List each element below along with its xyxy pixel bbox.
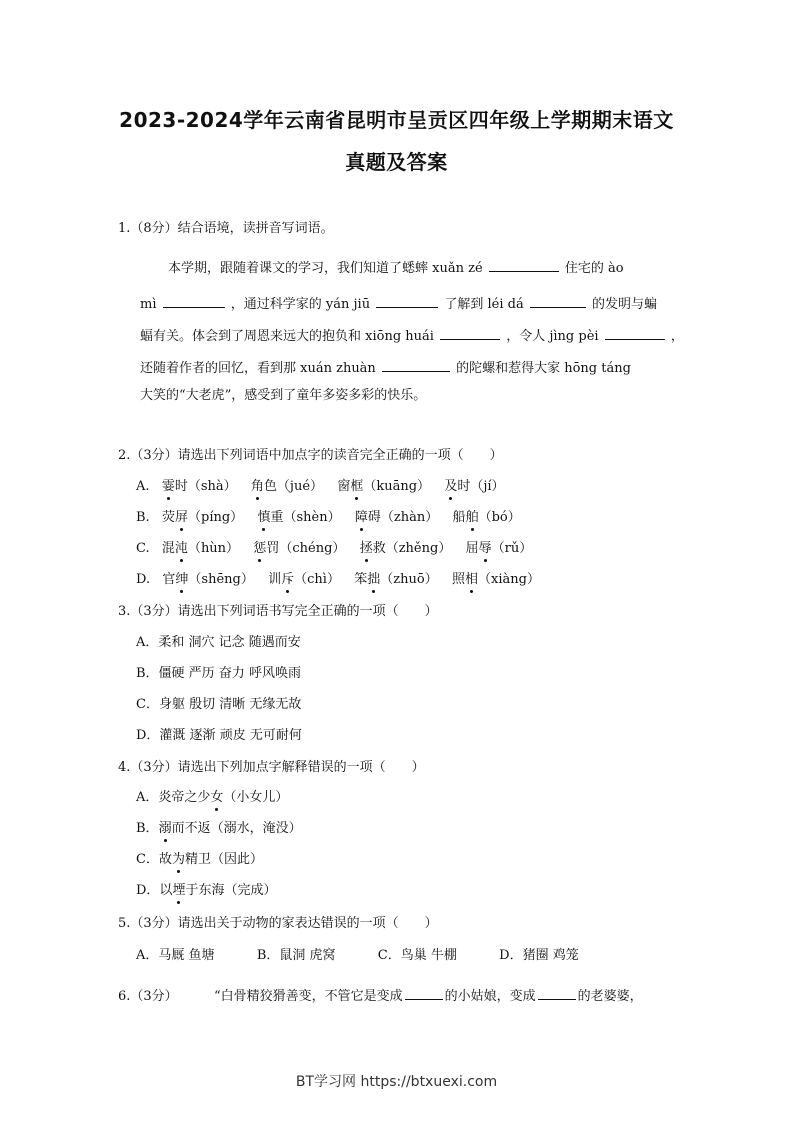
q1-text: ，令人 jìng pèi — [506, 329, 599, 344]
dotted-char: 为 — [171, 852, 185, 867]
q1-text: 了解到 léi dá — [444, 297, 524, 312]
dotted-char: 沌 — [174, 541, 188, 556]
q3-option-d: D．灌溉 逐渐 顽皮 无可耐何 — [136, 728, 302, 743]
q1-text: 还随着作者的回忆，看到那 xuán zhuàn — [140, 361, 376, 376]
q1-paragraph-line4 — [140, 357, 631, 377]
dotted-char: 斥 — [281, 572, 295, 587]
answer-blank[interactable] — [376, 293, 438, 308]
dotted-char: 惩 — [253, 541, 267, 556]
dotted-char: 霎 — [161, 479, 175, 494]
q1-text: ，通过科学家的 yán jiū — [230, 297, 371, 312]
q1-text: 蝠有关。体会到了周恩来远大的抱负和 xiōng huái — [140, 329, 434, 344]
dotted-char: 女 — [210, 790, 224, 805]
dotted-char: 辱 — [478, 541, 492, 556]
q1-paragraph-line5: 大笑的“大老虎”，感受到了童年多姿多彩的快乐。 — [140, 388, 427, 403]
q4-option-c: C．故为精卫（因此） — [136, 852, 263, 867]
dotted-char: 溺 — [158, 821, 172, 836]
q1-paragraph-line3 — [140, 325, 684, 345]
q1-paragraph-line2 — [140, 293, 657, 313]
dotted-char: 及 — [444, 479, 458, 494]
dotted-char: 相 — [465, 572, 479, 587]
answer-blank[interactable] — [382, 357, 450, 372]
q2-option-a: A. 霎时（shà） 角色（jué） 窗框（kuāng） 及时（jí） — [136, 479, 505, 494]
dotted-char: 舶 — [465, 510, 479, 525]
q5-option-d: D．猪圈 鸡笼 — [499, 948, 579, 963]
q1-paragraph-line1 — [168, 257, 624, 277]
q2-option-d: D. 官绅（shēng） 训斥（chì） 笨拙（zhuō） 照相（xiàng） — [136, 572, 540, 587]
q5-option-b: B．鼠洞 虎窝 — [256, 948, 336, 963]
answer-blank[interactable] — [440, 325, 500, 340]
q4-option-d: D．以堙于东海（完成） — [136, 883, 277, 898]
dotted-char: 堙 — [172, 883, 186, 898]
q5-options — [136, 948, 579, 964]
q3-option-c: C．身躯 殷切 清晰 无缘无故 — [136, 697, 302, 712]
dotted-char: 障 — [354, 510, 368, 525]
document-title-line2: 真题及答案 — [345, 150, 448, 174]
q1-stem: 1.（8分）结合语境，读拼音写词语。 — [118, 221, 334, 236]
answer-blank[interactable] — [605, 325, 665, 340]
answer-blank[interactable] — [538, 985, 576, 1000]
q4-option-a: A．炎帝之少女（小女儿） — [136, 790, 289, 805]
q4-stem: 4.（3分）请选出下列加点字解释错误的一项（ ） — [118, 760, 425, 775]
footer-watermark: BT学习网 https://btxuexi.com — [295, 1074, 498, 1090]
answer-blank[interactable] — [530, 293, 586, 308]
dotted-char: 绅 — [175, 572, 189, 587]
answer-blank[interactable] — [489, 257, 559, 272]
q6-line1: 6.（3分） “白骨精狡猾善变，不管它是变成 的小姑娘，变成 的老婆婆， — [118, 985, 643, 1005]
dotted-char: 慎 — [257, 510, 271, 525]
dotted-char: 拙 — [367, 572, 381, 587]
q4-option-b: B．溺而不返（溺水，淹没） — [136, 821, 302, 836]
document-title-line1: 2023-2024学年云南省昆明市呈贡区四年级上学期期末语文 — [119, 108, 674, 132]
q5-stem: 5.（3分）请选出关于动物的家表达错误的一项（ ） — [118, 916, 438, 931]
q2-option-b: B. 荧屏（píng） 慎重（shèn） 障碍（zhàn） 船舶（bó） — [136, 510, 521, 525]
dotted-char: 拯 — [359, 541, 373, 556]
q2-option-c: C. 混沌（hùn） 惩罚（chéng） 拯救（zhěng） 屈辱（rǔ） — [136, 541, 533, 556]
q1-text: ， — [670, 329, 684, 344]
q3-option-b: B．僵硬 严历 奋力 呼风唤雨 — [136, 666, 301, 681]
q5-option-c: C．鸟巢 牛棚 — [377, 948, 457, 963]
q1-text: 本学期，跟随着课文的学习，我们知道了蟋蟀 xuǎn zé — [168, 261, 483, 276]
q3-stem: 3.（3分）请选出下列词语书写完全正确的一项（ ） — [118, 604, 438, 619]
dotted-char: 框 — [350, 479, 364, 494]
answer-blank[interactable] — [163, 293, 225, 308]
q3-option-a: A．柔和 洞穴 记念 随遇而安 — [136, 635, 301, 650]
q2-stem: 2.（3分）请选出下列词语中加点字的读音完全正确的一项（ ） — [118, 448, 503, 463]
q1-text: 的陀螺和惹得大家 hōng táng — [456, 361, 631, 376]
dotted-char: 屏 — [174, 510, 188, 525]
q1-text: 住宅的 ào — [564, 261, 624, 276]
q5-option-a: A．马厩 鱼塘 — [136, 948, 215, 963]
q1-text: mì — [140, 297, 157, 312]
answer-blank[interactable] — [405, 985, 443, 1000]
dotted-char: 角 — [250, 479, 264, 494]
q6-number: 6.（3分） — [118, 989, 178, 1004]
q1-text: 的发明与蝙 — [592, 297, 658, 312]
